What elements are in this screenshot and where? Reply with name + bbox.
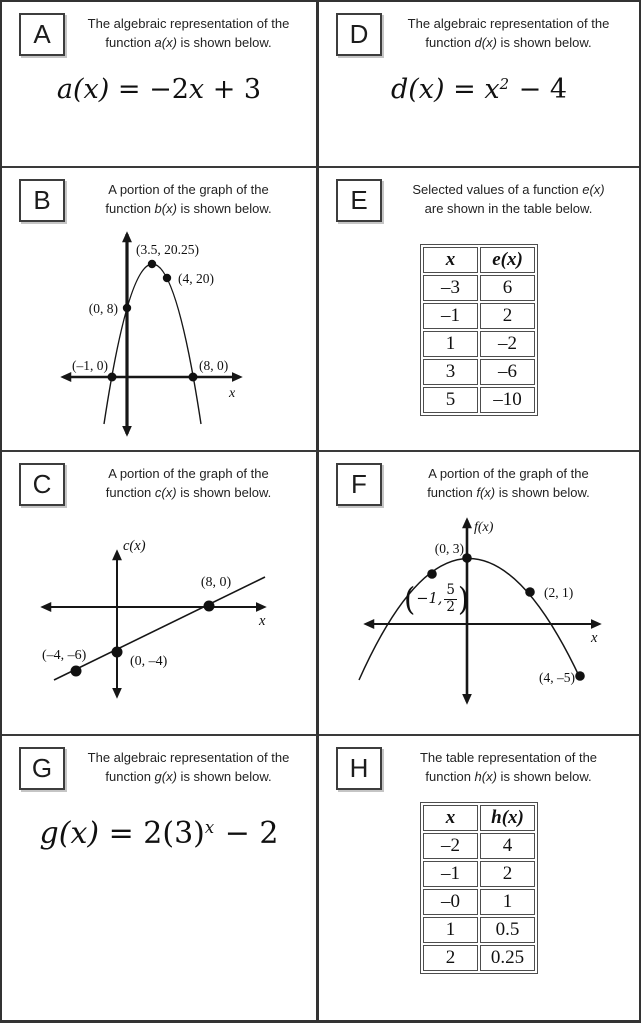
col-header-ex: e(x) [480,247,535,273]
table-e [420,244,538,416]
x-axis-label: x [259,613,266,629]
panel-g-header [2,736,316,790]
panel-h-header [319,736,639,790]
col-header-x: x [423,247,478,273]
panel-h-label: H [349,753,369,783]
point-label: (8, 0) [199,358,229,373]
table-row: 2 0.25 [423,945,535,971]
point-label: (0, 8) [88,301,118,316]
panel-c-label: C [32,469,52,499]
table-row: 3 –6 [423,359,535,385]
panel-b-header [2,168,316,222]
table-row: 5 –10 [423,387,535,413]
panel-f-label-box [336,463,382,506]
table-row: –2 4 [423,833,535,859]
panel-g-label: G [31,753,53,783]
panel-c-header [2,452,316,506]
panel-h-heading: The table representation of the function h(x) is shown below. [419,750,598,784]
panel-f-header [319,452,639,506]
panel-e-heading: Selected values of a function e(x) are shown in the table below. [412,182,605,216]
point-label: (4, 20) [178,271,214,286]
data-point [108,373,117,382]
panel-a-header [2,2,316,56]
data-point [204,601,215,612]
panel-f [319,452,639,736]
panel-h [319,736,639,1020]
equation-g: $g(x) = 2(3)^x - 2$ [39,816,279,851]
point-label: (4, –5) [539,670,575,685]
parabola-curve [104,264,201,424]
equation-a: a(x) = −2x + 3 [56,74,262,105]
panel-d-label: D [349,19,369,49]
fraction: $\frac{5}{2}$ [446,582,455,615]
panel-b-label-box [19,179,65,222]
panel-h-label-box [336,747,382,790]
data-point [427,569,437,579]
graph-b [28,224,264,446]
data-point [525,587,535,597]
point-label: (3.5, 20.25) [136,242,199,257]
panel-b-label: B [33,185,51,215]
y-axis-label: c(x) [123,538,146,554]
panel-e-header [319,168,639,222]
col-header-x: x [423,805,478,831]
data-point [123,304,131,312]
panel-d [319,2,639,168]
panel-d-heading: The algebraic representation of the function d(x) is shown below. [407,16,610,50]
col-header-hx: h(x) [480,805,535,831]
table-row [423,247,535,273]
data-point [575,671,585,681]
panel-b [2,168,319,452]
panel-e [319,168,639,452]
point-label: (0, 3) [434,541,464,556]
equation-d: $d(x) = x^2 - 4$ [390,74,568,105]
panel-g-label-box [19,747,65,790]
panel-d-header [319,2,639,56]
point-label: (8, 0) [200,575,232,590]
panel-c [2,452,319,736]
table-row: –1 2 [423,303,535,329]
y-axis-label: f(x) [474,520,494,535]
table-row: 1 0.5 [423,917,535,943]
point-label: (2, 1) [544,585,574,600]
panel-e-label-box [336,179,382,222]
table-row: –0 1 [423,889,535,915]
panel-a-heading: The algebraic representation of the function a(x) is shown below. [87,16,290,50]
panel-g-heading: The algebraic representation of the function g(x) is shown below. [87,750,290,784]
data-point [112,647,123,658]
graph-f [337,510,629,710]
fraction-point-label: ( −1, $\frac{5}{2}$ ) [404,580,470,617]
panel-a-label-box [19,13,65,56]
data-point [163,274,171,282]
point-label: (–1, 0) [72,358,108,373]
table-row: 1 –2 [423,331,535,357]
panel-f-label: F [351,469,367,499]
panel-b-heading: A portion of the graph of the function b(x) is shown below. [105,182,272,216]
data-point [71,666,82,677]
graph-c [18,518,294,710]
panel-f-heading: A portion of the graph of the function f(x) is shown below. [427,466,590,500]
table-h [420,802,538,974]
close-paren: ) [457,580,470,617]
table-row [423,805,535,831]
data-point-vertex [148,260,156,268]
x-axis-label: x [591,630,598,646]
table-e-wrap [319,244,639,416]
x-axis-label: x [229,386,236,401]
point-label: (0, –4) [130,654,168,669]
panel-c-heading: A portion of the graph of the function c(x) is shown below. [105,466,272,500]
panel-a [2,2,319,168]
data-point [189,373,198,382]
open-paren: ( [404,580,416,617]
panel-d-label-box [336,13,382,56]
panel-g [2,736,319,1020]
point-label: (–4, –6) [42,648,87,663]
panel-c-label-box [19,463,65,506]
panel-a-label: A [33,19,51,49]
table-row: –1 2 [423,861,535,887]
parabola-curve [359,558,580,680]
panel-e-label: E [350,185,368,215]
table-h-wrap [319,802,639,974]
table-row: –3 6 [423,275,535,301]
